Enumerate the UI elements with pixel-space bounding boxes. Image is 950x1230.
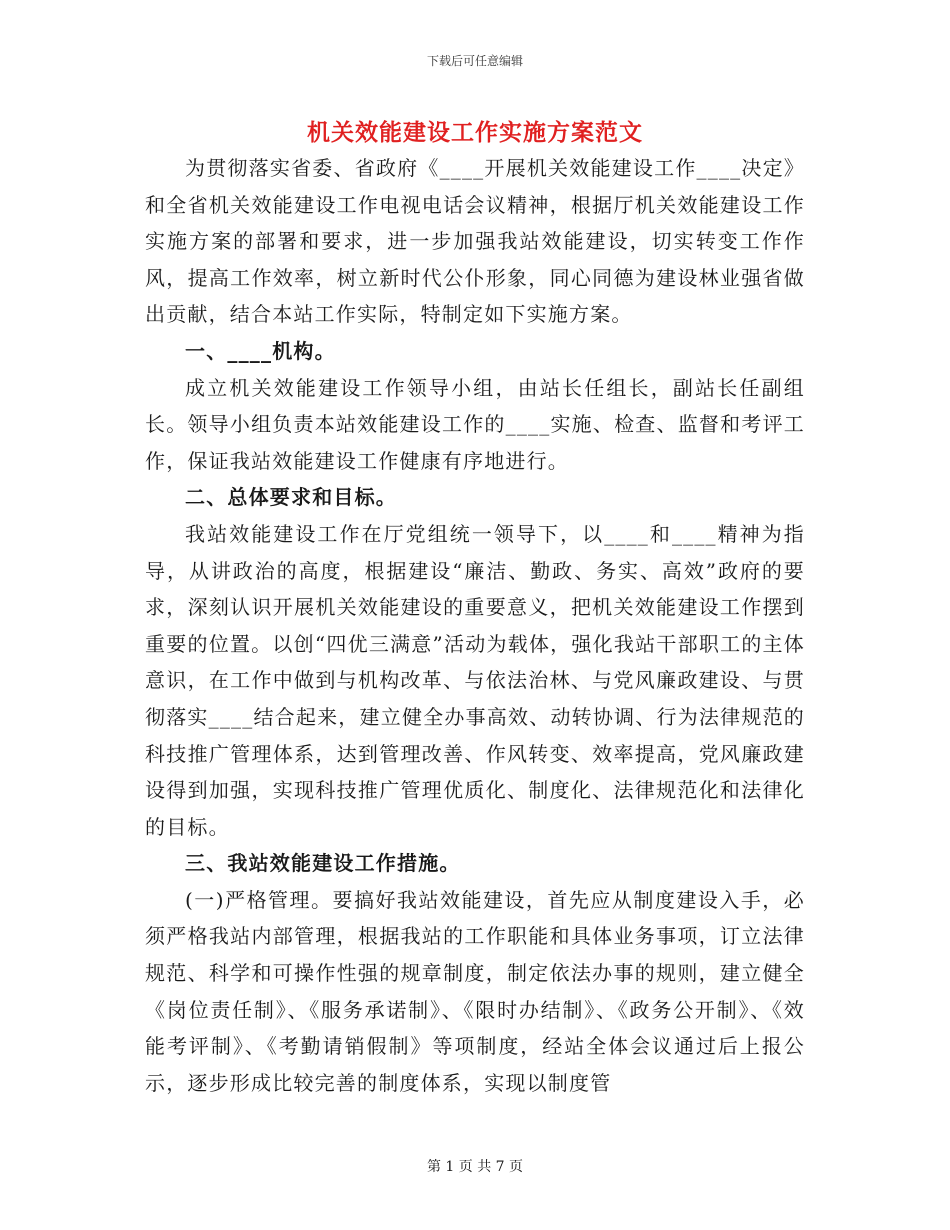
page-number: 第 1 页 共 7 页 [426, 1159, 524, 1175]
section-heading-measures: 三、我站效能建设工作措施。 [185, 851, 461, 876]
document-body [145, 150, 805, 1101]
header-note: 下载后可任意编辑 [426, 54, 523, 68]
document-title: 机关效能建设工作实施方案范文 [307, 120, 643, 146]
section-heading-organization: 一、____机构。 [185, 338, 336, 363]
measures-paragraph: (一)严格管理。要搞好我站效能建设，首先应从制度建设入手，必须严格我站内部管理，根据我站的工作职能和具体业务事项，订立法律规范、科学和可操作性强的规章制度，制定依法办事的规则，建立健全《岗位责任制》、《服务承诺制》、《限时办结制》、《政务公开制》、《效能考评制》、《考勤请销假制》等项制度，经站全体会议通过后上报公示，逐步形成比较完善的制度体系，实现以制度管 [145, 887, 805, 1095]
section-heading-requirements: 二、总体要求和目标。 [185, 485, 397, 510]
organization-paragraph: 成立机关效能建设工作领导小组，由站长任组长，副站长任副组长。领导小组负责本站效能建设工作的____实施、检查、监督和考评工作，保证我站效能建设工作健康有序地进行。 [145, 375, 805, 473]
requirements-paragraph: 我站效能建设工作在厅党组统一领导下，以____和____精神为指导，从讲政治的高度，根据建设“廉洁、勤政、务实、高效”政府的要求，深刻认识开展机关效能建设的重要意义，把机关效能建设工作摆到重要的位置。以创“四优三满意”活动为载体，强化我站干部职工的主体意识，在工作中做到与机构改革、与依法治林、与党风廉政建设、与贯彻落实____结合起来，建立健全办事高效、动转协调、行为法律规范的科技推广管理体系，达到管理改善、作风转变、效率提高，党风廉政建设得到加强，实现科技推广管理优质化、制度化、法律规范化和法律化的目标。 [145, 521, 805, 839]
intro-paragraph: 为贯彻落实省委、省政府《____开展机关效能建设工作____决定》和全省机关效能建设工作电视电话会议精神，根据厅机关效能建设工作实施方案的部署和要求，进一步加强我站效能建设，切实转变工作作风，提高工作效率，树立新时代公仆形象，同心同德为建设林业强省做出贡献，结合本站工作实际，特制定如下实施方案。 [145, 156, 805, 327]
